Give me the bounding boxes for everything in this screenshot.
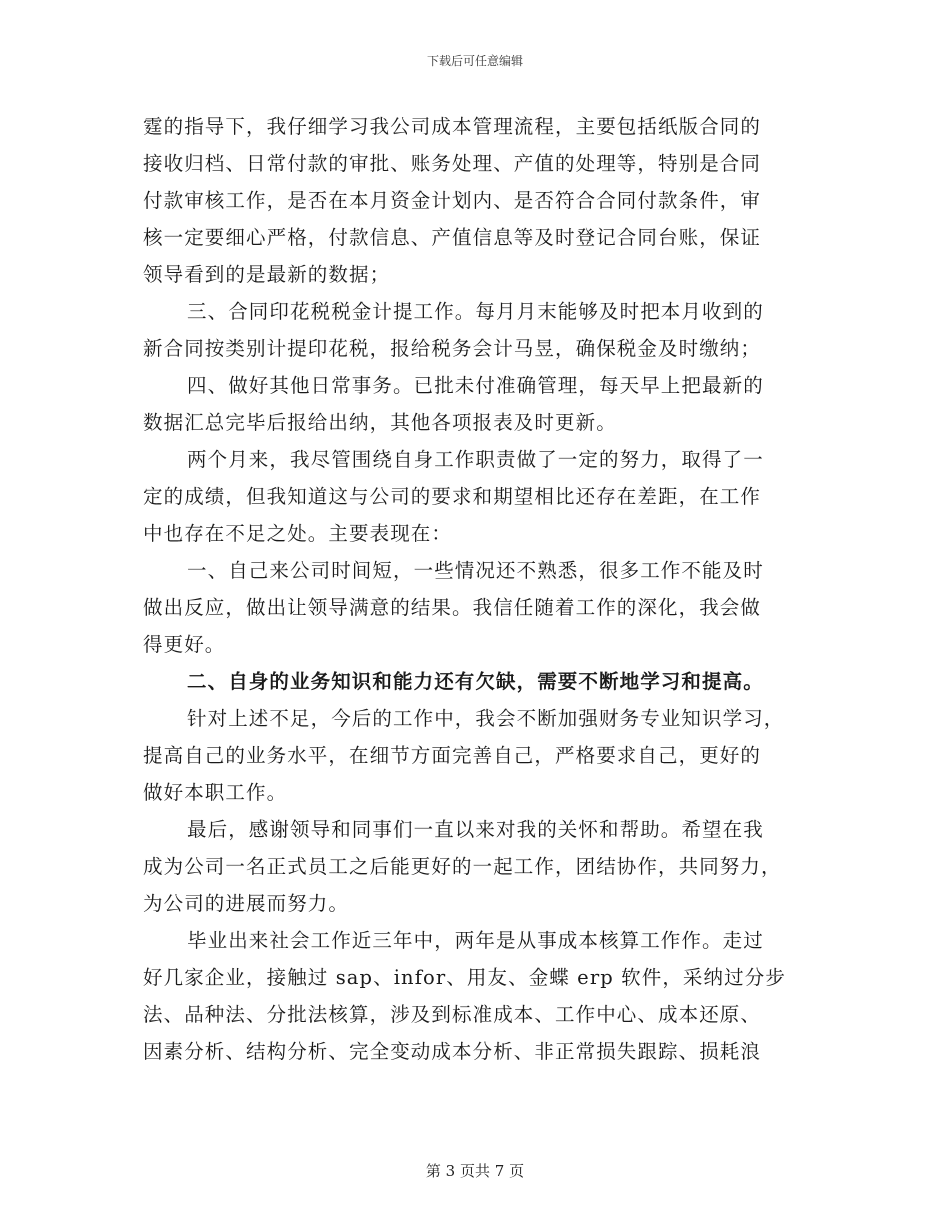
text-line: 三、合同印花税税金计提工作。每月月末能够及时把本月收到的 — [187, 300, 764, 323]
text-line: 得更好。 — [143, 633, 226, 656]
text-line: 中也存在不足之处。主要表现在： — [143, 522, 453, 545]
text-line: 付款审核工作，是否在本月资金计划内、是否符合合同付款条件，审 — [143, 189, 762, 212]
text-line: 新合同按类别计提印花税，报给税务会计马昱，确保税金及时缴纳； — [143, 337, 762, 360]
text-line: 法、品种法、分批法核算，涉及到标准成本、工作中心、成本还原、 — [143, 1003, 762, 1026]
text-line: 做出反应，做出让领导满意的结果。我信任随着工作的深化，我会做 — [143, 596, 762, 619]
page-header: 下载后可任意编辑 — [426, 54, 523, 68]
text-line: 数据汇总完毕后报给出纳，其他各项报表及时更新。 — [143, 411, 617, 434]
text-line: 为公司的进展而努力。 — [143, 892, 350, 915]
text-line: 一、自己来公司时间短，一些情况还不熟悉，很多工作不能及时 — [187, 559, 764, 582]
text-line: 毕业出来社会工作近三年中，两年是从事成本核算工作作。走过 — [187, 929, 764, 952]
text-line: 因素分析、结构分析、完全变动成本分析、非正常损失跟踪、损耗浪 — [143, 1040, 762, 1063]
text-line: 针对上述不足，今后的工作中，我会不断加强财务专业知识学习， — [187, 707, 785, 730]
text-line: 定的成绩，但我知道这与公司的要求和期望相比还存在差距，在工作 — [143, 485, 762, 508]
text-line: 霆的指导下，我仔细学习我公司成本管理流程，主要包括纸版合同的 — [143, 115, 762, 138]
text-line: 成为公司一名正式员工之后能更好的一起工作，团结协作，共同努力， — [143, 855, 782, 878]
text-line: 最后，感谢领导和同事们一直以来对我的关怀和帮助。希望在我 — [187, 818, 764, 841]
page-footer: 第 3 页共 7 页 — [425, 1162, 525, 1180]
text-line: 做好本职工作。 — [143, 781, 288, 804]
document-body — [143, 108, 798, 1070]
text-line: 领导看到的是最新的数据； — [143, 263, 391, 286]
text-line: 四、做好其他日常事务。已批未付准确管理，每天早上把最新的 — [187, 374, 764, 397]
text-line: 两个月来，我尽管围绕自身工作职责做了一定的努力，取得了一 — [187, 448, 764, 471]
text-line: 核一定要细心严格，付款信息、产值信息等及时登记合同台账，保证 — [143, 226, 762, 249]
text-line: 接收归档、日常付款的审批、账务处理、产值的处理等，特别是合同 — [143, 152, 762, 175]
text-line: 好几家企业，接触过 sap、infor、用友、金蝶 erp 软件，采纳过分步 — [143, 966, 786, 989]
text-line: 二、自身的业务知识和能力还有欠缺，需要不断地学习和提高。 — [187, 670, 764, 693]
text-line: 提高自己的业务水平，在细节方面完善自己，严格要求自己，更好的 — [143, 744, 762, 767]
